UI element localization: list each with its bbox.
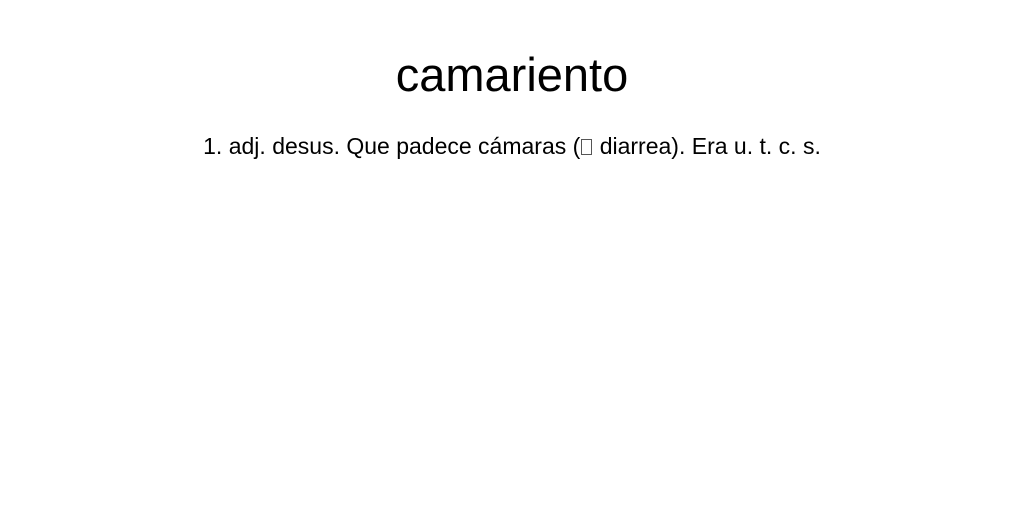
- missing-glyph-icon: [581, 139, 592, 155]
- definition-text-before: adj. desus. Que padece cámaras (: [228, 133, 581, 159]
- definition-line: [0, 131, 1024, 161]
- headword-title: camariento: [395, 48, 629, 101]
- definition-number: 1.: [203, 133, 223, 159]
- definition-text-after: diarrea). Era u. t. c. s.: [593, 133, 821, 159]
